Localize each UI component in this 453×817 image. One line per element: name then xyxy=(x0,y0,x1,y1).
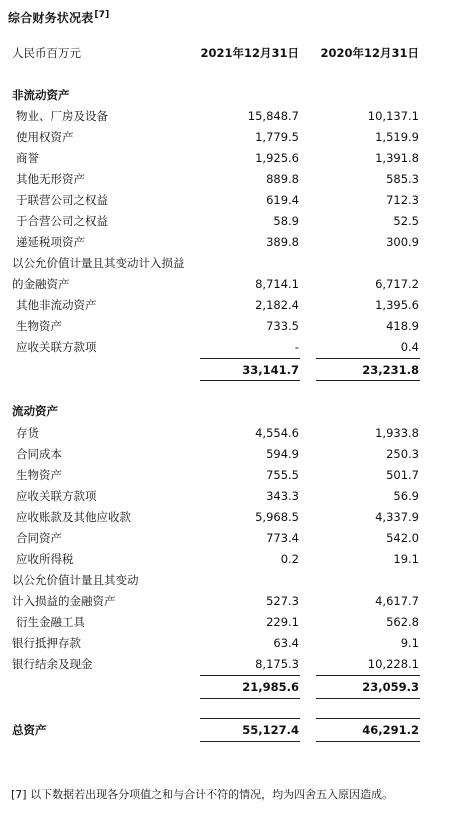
row-label: 以公允价值计量且其变动计入损益 xyxy=(12,256,185,270)
value-2021: - xyxy=(294,340,299,354)
total-rule xyxy=(200,741,300,742)
section-heading-current xyxy=(0,401,453,421)
page-title xyxy=(8,9,110,26)
subtotal-2021: 33,141.7 xyxy=(242,363,299,377)
section-heading-non-current xyxy=(0,85,453,105)
table-row xyxy=(0,507,453,527)
value-2020: 501.7 xyxy=(386,468,419,482)
value-2020: 1,519.9 xyxy=(375,130,419,144)
value-2021: 755.5 xyxy=(266,468,299,482)
value-2020: 52.5 xyxy=(393,214,419,228)
title-text: 综合财务状况表 xyxy=(8,11,94,25)
grand-total-row xyxy=(0,720,453,740)
row-label: 衍生金融工具 xyxy=(16,615,85,629)
value-2020: 1,395.6 xyxy=(375,298,419,312)
value-2020: 56.9 xyxy=(393,489,419,503)
value-2021: 594.9 xyxy=(266,447,299,461)
total-rule xyxy=(316,741,420,742)
table-row xyxy=(0,486,453,506)
row-label: 应收关联方款项 xyxy=(16,340,97,354)
value-2021: 8,175.3 xyxy=(255,657,299,671)
value-2021: 619.4 xyxy=(266,193,299,207)
table-row xyxy=(0,316,453,336)
value-2020: 1,391.8 xyxy=(375,151,419,165)
value-2020: 9.1 xyxy=(400,636,419,650)
footnote: [7] 以下数据若出现各分项值之和与合计不符的情况，均为四舍五入原因造成。 xyxy=(11,788,394,801)
value-2021: 0.2 xyxy=(280,552,299,566)
row-label: 的金融资产 xyxy=(12,277,70,291)
subtotal-rule xyxy=(316,675,420,676)
value-2021: 63.4 xyxy=(273,636,299,650)
subtotal-2020: 23,059.3 xyxy=(362,680,419,694)
value-2020: 4,617.7 xyxy=(375,594,419,608)
row-label: 生物资产 xyxy=(16,319,62,333)
table-row xyxy=(0,444,453,464)
grand-total-label: 总资产 xyxy=(12,723,47,737)
row-label: 以公允价值计量且其变动 xyxy=(12,573,139,587)
value-2021: 343.3 xyxy=(266,489,299,503)
subtotal-rule xyxy=(316,380,420,381)
value-2020: 1,933.8 xyxy=(375,426,419,440)
table-row xyxy=(0,295,453,315)
subtotal-row-non-current xyxy=(0,360,453,380)
subtotal-2020: 23,231.8 xyxy=(362,363,419,377)
value-2021: 733.5 xyxy=(266,319,299,333)
table-row xyxy=(0,232,453,252)
row-label: 递延税项资产 xyxy=(16,235,85,249)
value-2020: 585.3 xyxy=(386,172,419,186)
value-2021: 15,848.7 xyxy=(247,109,299,123)
subtotal-rule xyxy=(200,675,300,676)
table-row xyxy=(0,127,453,147)
table-row xyxy=(0,169,453,189)
value-2021: 58.9 xyxy=(273,214,299,228)
value-2020: 4,337.9 xyxy=(375,510,419,524)
row-label: 合同资产 xyxy=(16,531,62,545)
table-row xyxy=(0,211,453,231)
table-row xyxy=(0,190,453,210)
value-2020: 19.1 xyxy=(393,552,419,566)
section-title: 流动资产 xyxy=(12,404,58,418)
value-2020: 250.3 xyxy=(386,447,419,461)
row-label: 其他无形资产 xyxy=(16,172,85,186)
table-row xyxy=(0,654,453,674)
column-header-2021: 2021年12月31日 xyxy=(200,46,299,60)
subtotal-rule xyxy=(200,358,300,359)
value-2021: 8,714.1 xyxy=(255,277,299,291)
subtotal-2021: 21,985.6 xyxy=(242,680,299,694)
row-label: 应收账款及其他应收款 xyxy=(16,510,131,524)
title-footnote-ref: [7] xyxy=(94,10,110,20)
subtotal-rule xyxy=(200,698,300,699)
table-row xyxy=(0,423,453,443)
value-2021: 389.8 xyxy=(266,235,299,249)
row-label: 使用权资产 xyxy=(16,130,74,144)
value-2021: 889.8 xyxy=(266,172,299,186)
table-row xyxy=(0,148,453,168)
value-2021: 229.1 xyxy=(266,615,299,629)
table-row xyxy=(0,528,453,548)
row-label: 银行抵押存款 xyxy=(12,636,81,650)
table-row xyxy=(0,106,453,126)
value-2020: 712.3 xyxy=(386,193,419,207)
table-row xyxy=(0,253,453,273)
row-label: 生物资产 xyxy=(16,468,62,482)
value-2020: 6,717.2 xyxy=(375,277,419,291)
table-row xyxy=(0,337,453,357)
row-label: 于合营公司之权益 xyxy=(16,214,108,228)
value-2020: 10,228.1 xyxy=(367,657,419,671)
unit-label: 人民币百万元 xyxy=(12,46,81,60)
total-rule xyxy=(200,718,300,719)
value-2020: 10,137.1 xyxy=(367,109,419,123)
row-label: 商誉 xyxy=(16,151,39,165)
subtotal-row-current xyxy=(0,677,453,697)
row-label: 银行结余及现金 xyxy=(12,657,93,671)
value-2020: 542.0 xyxy=(386,531,419,545)
grand-total-2021: 55,127.4 xyxy=(242,723,299,737)
row-label: 应收关联方款项 xyxy=(16,489,97,503)
value-2020: 562.8 xyxy=(386,615,419,629)
subtotal-rule xyxy=(316,358,420,359)
value-2021: 773.4 xyxy=(266,531,299,545)
row-label: 其他非流动资产 xyxy=(16,298,97,312)
row-label: 物业、厂房及设备 xyxy=(16,109,108,123)
value-2021: 2,182.4 xyxy=(255,298,299,312)
column-header-2020: 2020年12月31日 xyxy=(320,46,419,60)
row-label: 合同成本 xyxy=(16,447,62,461)
table-row xyxy=(0,633,453,653)
row-label: 应收所得税 xyxy=(16,552,74,566)
subtotal-rule xyxy=(316,698,420,699)
value-2020: 300.9 xyxy=(386,235,419,249)
table-row xyxy=(0,612,453,632)
row-label: 存货 xyxy=(16,426,39,440)
value-2021: 1,925.6 xyxy=(255,151,299,165)
row-label: 计入损益的金融资产 xyxy=(12,594,116,608)
value-2020: 418.9 xyxy=(386,319,419,333)
total-rule xyxy=(316,718,420,719)
table-row xyxy=(0,465,453,485)
table-row xyxy=(0,570,453,590)
value-2021: 4,554.6 xyxy=(255,426,299,440)
value-2021: 527.3 xyxy=(266,594,299,608)
table-row xyxy=(0,274,453,294)
subtotal-rule xyxy=(200,380,300,381)
table-row xyxy=(0,549,453,569)
value-2021: 1,779.5 xyxy=(255,130,299,144)
table-row xyxy=(0,591,453,611)
grand-total-2020: 46,291.2 xyxy=(362,723,419,737)
row-label: 于联营公司之权益 xyxy=(16,193,108,207)
section-title: 非流动资产 xyxy=(12,88,70,102)
column-header-row xyxy=(0,43,453,63)
value-2020: 0.4 xyxy=(400,340,419,354)
value-2021: 5,968.5 xyxy=(255,510,299,524)
